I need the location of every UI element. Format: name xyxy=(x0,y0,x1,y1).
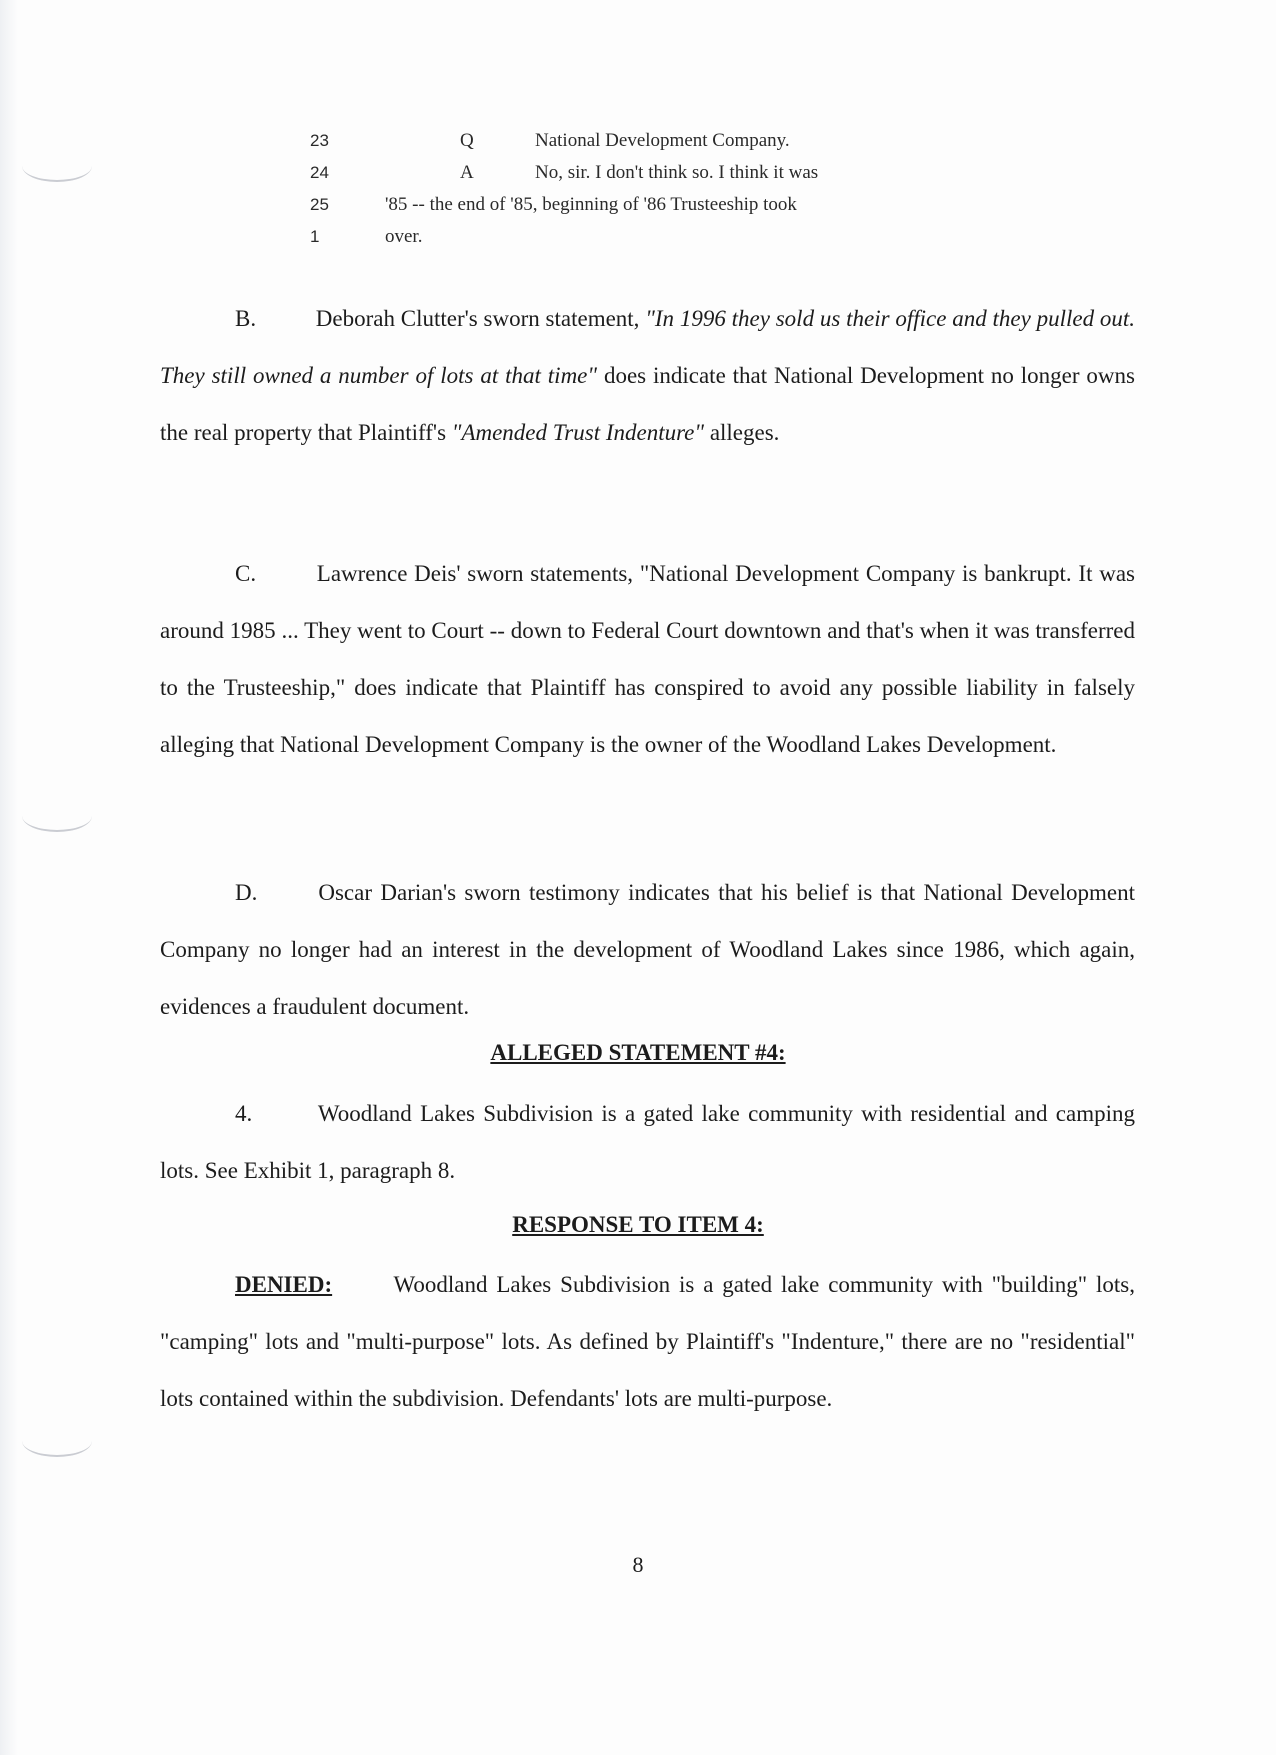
section-c-paragraph xyxy=(160,545,1135,773)
punch-hole-shadow-1 xyxy=(22,150,92,182)
section-b-lead: Deborah Clutter's sworn statement, xyxy=(315,306,640,331)
transcript-line xyxy=(310,189,910,221)
response-4-text: Woodland Lakes Subdivision is a gated lake community with "building" lots, "camping" lots and "multi-purpose" lots. As defined by Plaintiff's "Indenture," there are no "residential" lots contained within the subdivision. Defendants' lots are multi-purpose. xyxy=(160,1272,1135,1411)
section-label: B. xyxy=(235,306,257,331)
section-label: D. xyxy=(235,880,258,905)
section-d-text: Oscar Darian's sworn testimony indicates that his belief is that National Development Company no longer had an interest in the development of Woodland Lakes since 1986, which again, evidences a fraudulent document. xyxy=(160,880,1135,1019)
transcript-line xyxy=(310,221,910,253)
response-4-paragraph xyxy=(160,1256,1135,1427)
scan-edge-shadow xyxy=(0,0,18,1755)
section-label: C. xyxy=(235,561,257,586)
section-b-tail: alleges. xyxy=(709,420,780,445)
transcript-line xyxy=(310,125,910,157)
line-number: 25 xyxy=(310,195,329,214)
section-b-mid: does indicate that National Development no longer owns the real property that Plaintiff's xyxy=(160,363,1135,445)
section-d-paragraph xyxy=(160,864,1135,1035)
punch-hole-shadow-3 xyxy=(22,1425,92,1457)
denied-label: DENIED: xyxy=(235,1272,333,1297)
section-c-text: Lawrence Deis' sworn statements, "National Development Company is bankrupt. It was around 1985 ... They went to Court -- down to Federal Court downtown and that's when it was transferred to the Trusteeship," does indicate that Plaintiff has conspired to avoid any possible liability in falsely alleging that National Development Company is the owner of the Woodland Lakes Development. xyxy=(160,561,1135,757)
line-number: 1 xyxy=(310,227,320,246)
section-b-quote-2: "Amended Trust Indenture" xyxy=(451,420,705,445)
transcript-text: over. xyxy=(385,226,423,247)
response-heading: RESPONSE TO ITEM 4: xyxy=(512,1212,764,1237)
speaker-mark: A xyxy=(460,162,474,183)
line-number: 23 xyxy=(310,131,329,150)
page-number: 8 xyxy=(632,1552,644,1577)
statement-4-text: Woodland Lakes Subdivision is a gated lake community with residential and camping lots. See Exhibit 1, paragraph 8. xyxy=(160,1101,1135,1183)
statement-4-paragraph xyxy=(160,1085,1135,1199)
transcript-line xyxy=(310,157,910,189)
section-b-quote: "In 1996 they sold us their office and they pulled out. They still owned a number of lots at that time" xyxy=(160,306,1135,388)
line-number: 24 xyxy=(310,163,329,182)
alleged-statement-heading: ALLEGED STATEMENT #4: xyxy=(490,1040,786,1065)
punch-hole-shadow-2 xyxy=(22,800,92,832)
transcript-excerpt xyxy=(310,125,910,253)
speaker-mark: Q xyxy=(460,130,474,151)
section-b-paragraph xyxy=(160,290,1135,461)
statement-label: 4. xyxy=(235,1101,253,1126)
transcript-text: No, sir. I don't think so. I think it was xyxy=(535,162,819,183)
transcript-text: '85 -- the end of '85, beginning of '86 Trusteeship took xyxy=(385,194,797,215)
transcript-text: National Development Company. xyxy=(535,130,790,151)
